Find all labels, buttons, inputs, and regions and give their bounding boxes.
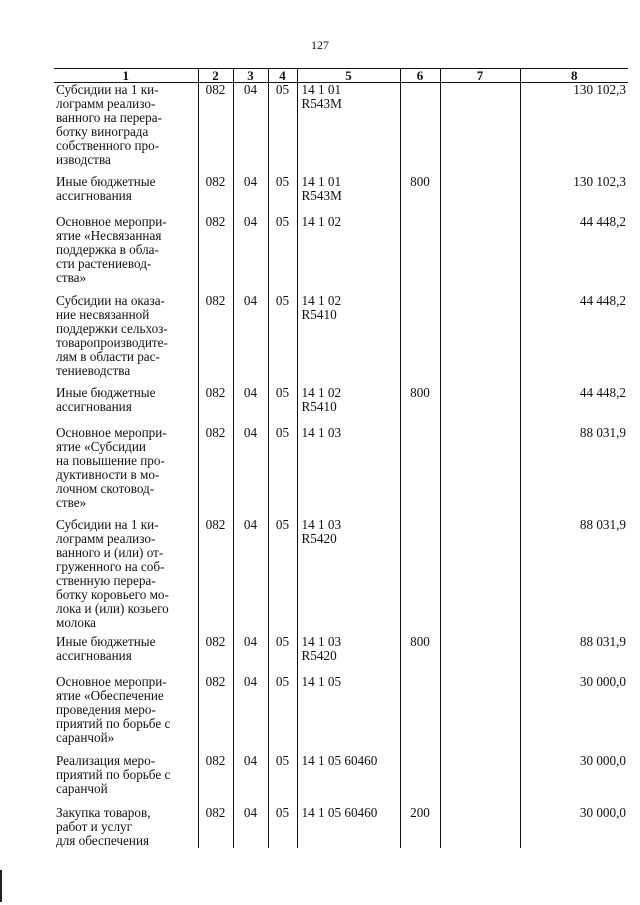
section-code: 04 [233,426,268,518]
expense-type-code: 800 [400,386,440,426]
target-article-code: 14 1 01 R543M [297,175,400,215]
expense-type-code [400,83,440,175]
ministry-code: 082 [198,175,233,215]
section-code: 04 [233,518,268,635]
col-header-2: 2 [198,69,233,83]
section-code: 04 [233,83,268,175]
row-name: Основное меропри- ятие «Обеспечение проведения меро- приятий по борьбе с саранчой» [56,673,171,745]
amount: 44 448,2 [520,294,628,386]
table-row [54,426,628,518]
ministry-code: 082 [198,83,233,175]
ministry-code: 082 [198,215,233,294]
table-row [54,83,628,175]
subsection-code: 05 [268,754,297,806]
amount: 130 102,3 [520,175,628,215]
expense-type-code: 200 [400,806,440,848]
target-article-code: 14 1 03 R5420 [297,518,400,635]
ministry-code: 082 [198,635,233,675]
subsection-code: 05 [268,675,297,754]
col-header-6: 6 [400,69,440,83]
ministry-code: 082 [198,294,233,386]
scan-edge-mark [0,870,2,902]
ministry-code: 082 [198,754,233,806]
subsection-code: 05 [268,215,297,294]
col7-cell [440,426,520,518]
ministry-code: 082 [198,806,233,848]
subsection-code: 05 [268,806,297,848]
subsection-code: 05 [268,175,297,215]
col-header-7: 7 [440,69,520,83]
col-header-5: 5 [297,69,400,83]
col7-cell [440,675,520,754]
amount: 44 448,2 [520,215,628,294]
row-name: Иные бюджетные ассигнования [56,633,156,663]
ministry-code: 082 [198,426,233,518]
subsection-code: 05 [268,518,297,635]
target-article-code: 14 1 05 [297,675,400,754]
section-code: 04 [233,175,268,215]
header-row [54,69,628,83]
ministry-code: 082 [198,518,233,635]
section-code: 04 [233,635,268,675]
section-code: 04 [233,754,268,806]
col7-cell [440,518,520,635]
subsection-code: 05 [268,294,297,386]
row-name: Иные бюджетные ассигнования [56,384,156,414]
col7-cell [440,635,520,675]
target-article-code: 14 1 02 [297,215,400,294]
col-header-4: 4 [268,69,297,83]
expense-type-code: 800 [400,175,440,215]
expense-type-code: 800 [400,635,440,675]
amount: 30 000,0 [520,675,628,754]
row-name: Иные бюджетные ассигнования [56,173,156,203]
table-row [54,635,628,675]
col-header-3: 3 [233,69,268,83]
section-code: 04 [233,215,268,294]
target-article-code: 14 1 05 60460 [297,754,400,806]
amount: 44 448,2 [520,386,628,426]
table-row [54,175,628,215]
target-article-code: 14 1 05 60460 [297,806,400,848]
target-article-code: 14 1 03 [297,426,400,518]
section-code: 04 [233,386,268,426]
expense-type-code [400,426,440,518]
table-row [54,215,628,294]
section-code: 04 [233,294,268,386]
subsection-code: 05 [268,386,297,426]
table-row [54,518,628,635]
target-article-code: 14 1 02 R5410 [297,386,400,426]
row-name: Основное меропри- ятие «Несвязанная поддержка в обла- сти растениевод- ства» [56,213,167,285]
row-name: Реализация меро- приятий по борьбе с саранчой [56,752,171,796]
expense-type-code [400,518,440,635]
page-number: 127 [311,38,329,52]
amount: 30 000,0 [520,806,628,848]
col-header-8: 8 [520,69,628,83]
col7-cell [440,175,520,215]
amount: 30 000,0 [520,754,628,806]
row-name: Субсидии на 1 ки- лограмм реализо- ванного и (или) от- груженного на соб- ственную перера- ботку коровьего мо- лока и (или) козьего молока [56,516,169,630]
amount: 88 031,9 [520,518,628,635]
row-name: Закупка товаров, работ и услуг для обеспечения [56,804,151,848]
row-name: Субсидии на 1 ки- лограмм реализо- ванного на перера- ботку винограда собственного про- изводства [56,82,162,167]
section-code: 04 [233,806,268,848]
table-row [54,806,628,848]
col7-cell [440,215,520,294]
row-name: Основное меропри- ятие «Субсидии на повышение про- дуктивности в мо- лочном скотовод- стве» [56,424,167,510]
budget-table [54,68,628,848]
table-row [54,386,628,426]
section-code: 04 [233,675,268,754]
expense-type-code [400,294,440,386]
table-row [54,294,628,386]
subsection-code: 05 [268,83,297,175]
target-article-code: 14 1 02 R5410 [297,294,400,386]
row-name: Субсидии на оказа- ние несвязанной поддержки сельхоз- товаропроизводите- лям в области рас- тениеводства [56,292,168,378]
subsection-code: 05 [268,635,297,675]
expense-type-code [400,215,440,294]
ministry-code: 082 [198,386,233,426]
ministry-code: 082 [198,675,233,754]
col7-cell [440,386,520,426]
subsection-code: 05 [268,426,297,518]
expense-type-code [400,754,440,806]
col7-cell [440,83,520,175]
amount: 88 031,9 [520,635,628,675]
expense-type-code [400,675,440,754]
table-row [54,675,628,754]
amount: 88 031,9 [520,426,628,518]
col7-cell [440,294,520,386]
amount: 130 102,3 [520,83,628,175]
table-row [54,754,628,806]
col-header-1: 1 [54,69,198,83]
col7-cell [440,754,520,806]
target-article-code: 14 1 01 R543M [297,83,400,175]
target-article-code: 14 1 03 R5420 [297,635,400,675]
col7-cell [440,806,520,848]
